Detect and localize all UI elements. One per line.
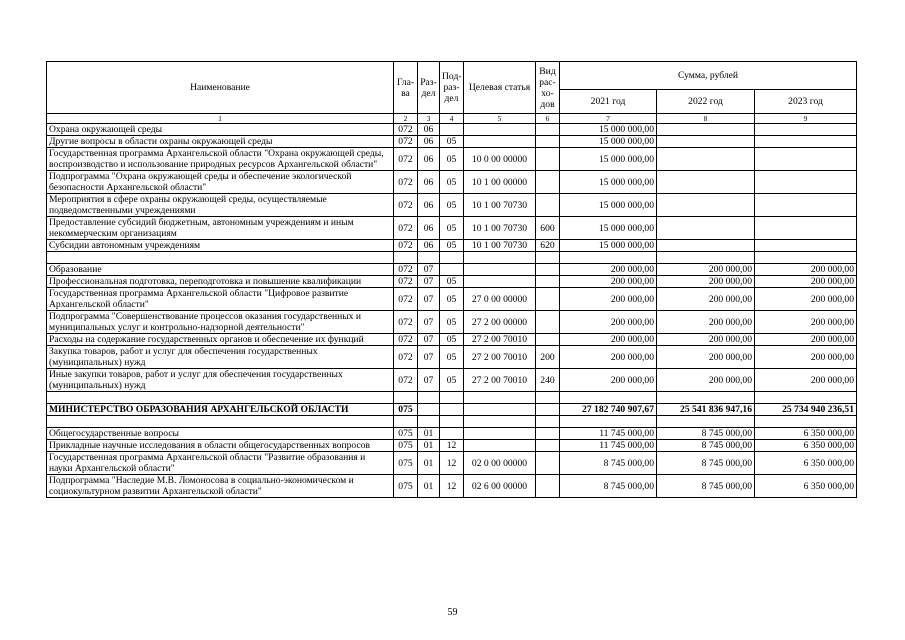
- cell-podrazdel: 05: [440, 369, 464, 392]
- cell-sum-2022: [657, 124, 755, 136]
- cell-vid: [536, 475, 560, 498]
- cell-sum-2023: [755, 194, 857, 217]
- cell-sum-2021: [560, 392, 657, 404]
- col-header-podrazdel: Под-раз-дел: [440, 62, 464, 114]
- cell-sum-2023: 200 000,00: [755, 311, 857, 334]
- cell-glava: 072: [394, 369, 418, 392]
- cell-glava: [394, 416, 418, 428]
- cell-sum-2022: [657, 148, 755, 171]
- cell-sum-2021: 200 000,00: [560, 264, 657, 276]
- cell-target: [464, 440, 536, 452]
- cell-razdel: 06: [418, 136, 440, 148]
- cell-vid: 240: [536, 369, 560, 392]
- cell-razdel: 07: [418, 334, 440, 346]
- col-header-vid: Вид рас-хо-дов: [536, 62, 560, 114]
- cell-vid: [536, 428, 560, 440]
- cell-sum-2022: [657, 392, 755, 404]
- cell-sum-2023: 6 350 000,00: [755, 475, 857, 498]
- cell-sum-2022: 200 000,00: [657, 264, 755, 276]
- cell-sum-2022: [657, 217, 755, 240]
- cell-target: [464, 416, 536, 428]
- index-cell: 8: [657, 114, 755, 124]
- cell-sum-2021: 15 000 000,00: [560, 171, 657, 194]
- cell-sum-2023: [755, 240, 857, 252]
- table-row: [47, 475, 857, 498]
- table-body: [47, 124, 857, 498]
- cell-target: 27 2 00 70010: [464, 334, 536, 346]
- cell-razdel: [418, 416, 440, 428]
- cell-name: [47, 416, 394, 428]
- cell-podrazdel: 05: [440, 148, 464, 171]
- cell-sum-2021: 15 000 000,00: [560, 136, 657, 148]
- cell-podrazdel: 05: [440, 171, 464, 194]
- cell-glava: 075: [394, 428, 418, 440]
- cell-sum-2023: 25 734 940 236,51: [755, 404, 857, 416]
- cell-target: 10 1 00 00000: [464, 171, 536, 194]
- cell-target: 27 0 00 00000: [464, 288, 536, 311]
- table-row-spacer: [47, 416, 857, 428]
- cell-glava: 072: [394, 217, 418, 240]
- cell-name: Государственная программа Архангельской области "Цифровое развитие Архангельской области": [47, 288, 394, 311]
- cell-sum-2022: 200 000,00: [657, 334, 755, 346]
- cell-sum-2021: 27 182 740 907,67: [560, 404, 657, 416]
- cell-target: 10 0 00 00000: [464, 148, 536, 171]
- cell-glava: 072: [394, 334, 418, 346]
- cell-sum-2023: [755, 217, 857, 240]
- cell-target: [464, 124, 536, 136]
- cell-razdel: 06: [418, 171, 440, 194]
- cell-sum-2021: [560, 416, 657, 428]
- cell-name: Профессиональная подготовка, переподготовка и повышение квалификации: [47, 276, 394, 288]
- cell-podrazdel: [440, 392, 464, 404]
- cell-glava: 075: [394, 404, 418, 416]
- cell-sum-2022: 200 000,00: [657, 288, 755, 311]
- cell-razdel: 07: [418, 369, 440, 392]
- table-row: [47, 264, 857, 276]
- cell-vid: 200: [536, 346, 560, 369]
- col-header-2021: 2021 год: [560, 90, 657, 114]
- cell-sum-2022: [657, 252, 755, 264]
- cell-name: Образование: [47, 264, 394, 276]
- cell-sum-2021: 11 745 000,00: [560, 428, 657, 440]
- cell-sum-2022: 200 000,00: [657, 276, 755, 288]
- cell-name: Расходы на содержание государственных органов и обеспечение их функций: [47, 334, 394, 346]
- cell-sum-2021: 200 000,00: [560, 346, 657, 369]
- cell-vid: [536, 311, 560, 334]
- cell-sum-2023: [755, 171, 857, 194]
- cell-vid: [536, 416, 560, 428]
- table-row: [47, 217, 857, 240]
- cell-sum-2022: 200 000,00: [657, 369, 755, 392]
- cell-glava: 072: [394, 346, 418, 369]
- table-row: [47, 404, 857, 416]
- cell-glava: 072: [394, 288, 418, 311]
- cell-sum-2021: 11 745 000,00: [560, 440, 657, 452]
- page-number: 59: [447, 607, 458, 618]
- cell-sum-2021: 15 000 000,00: [560, 148, 657, 171]
- cell-razdel: 07: [418, 346, 440, 369]
- cell-podrazdel: [440, 252, 464, 264]
- cell-glava: 072: [394, 194, 418, 217]
- col-header-glava: Гла-ва: [394, 62, 418, 114]
- cell-target: [464, 136, 536, 148]
- cell-razdel: 06: [418, 194, 440, 217]
- index-cell: 6: [536, 114, 560, 124]
- cell-glava: 075: [394, 440, 418, 452]
- index-cell: 3: [418, 114, 440, 124]
- cell-sum-2021: 15 000 000,00: [560, 240, 657, 252]
- cell-podrazdel: [440, 416, 464, 428]
- cell-glava: 075: [394, 475, 418, 498]
- cell-name: Охрана окружающей среды: [47, 124, 394, 136]
- cell-razdel: 07: [418, 288, 440, 311]
- cell-name: Предоставление субсидий бюджетным, автономным учреждениям и иным некоммерческим организациям: [47, 217, 394, 240]
- cell-vid: [536, 136, 560, 148]
- cell-target: [464, 264, 536, 276]
- cell-sum-2021: 15 000 000,00: [560, 194, 657, 217]
- cell-name: Другие вопросы в области охраны окружающей среды: [47, 136, 394, 148]
- cell-podrazdel: 05: [440, 217, 464, 240]
- cell-podrazdel: [440, 124, 464, 136]
- cell-name: Подпрограмма "Наследие М.В. Ломоносова в социально-экономическом и социокультурном развитии Архангельской области": [47, 475, 394, 498]
- cell-sum-2022: 8 745 000,00: [657, 452, 755, 475]
- cell-target: 02 6 00 00000: [464, 475, 536, 498]
- cell-vid: [536, 264, 560, 276]
- cell-sum-2022: 8 745 000,00: [657, 475, 755, 498]
- index-cell: 9: [755, 114, 857, 124]
- cell-sum-2023: 200 000,00: [755, 369, 857, 392]
- cell-sum-2021: 8 745 000,00: [560, 452, 657, 475]
- cell-sum-2021: [560, 252, 657, 264]
- cell-razdel: 07: [418, 264, 440, 276]
- cell-podrazdel: 05: [440, 334, 464, 346]
- cell-podrazdel: 05: [440, 136, 464, 148]
- table-row: [47, 194, 857, 217]
- cell-glava: [394, 252, 418, 264]
- cell-podrazdel: 05: [440, 288, 464, 311]
- cell-razdel: 06: [418, 124, 440, 136]
- index-cell: 1: [47, 114, 394, 124]
- index-cell: 5: [464, 114, 536, 124]
- cell-sum-2023: 200 000,00: [755, 264, 857, 276]
- cell-razdel: 06: [418, 217, 440, 240]
- cell-razdel: 07: [418, 311, 440, 334]
- cell-podrazdel: 05: [440, 240, 464, 252]
- cell-name: Закупка товаров, работ и услуг для обеспечения государственных (муниципальных) нужд: [47, 346, 394, 369]
- cell-target: 27 2 00 70010: [464, 346, 536, 369]
- cell-target: [464, 276, 536, 288]
- cell-podrazdel: 05: [440, 276, 464, 288]
- table-row: [47, 288, 857, 311]
- cell-sum-2023: [755, 148, 857, 171]
- cell-vid: [536, 124, 560, 136]
- budget-table: [46, 61, 857, 498]
- cell-glava: 072: [394, 148, 418, 171]
- cell-sum-2021: 200 000,00: [560, 311, 657, 334]
- table-header: [47, 62, 857, 124]
- cell-glava: 072: [394, 171, 418, 194]
- cell-vid: [536, 440, 560, 452]
- cell-podrazdel: 12: [440, 452, 464, 475]
- col-header-razdel: Раз-дел: [418, 62, 440, 114]
- cell-name: Государственная программа Архангельской области "Охрана окружающей среды, воспроизводство и использование природных ресурсов Архангельской области": [47, 148, 394, 171]
- cell-vid: [536, 276, 560, 288]
- cell-sum-2023: 200 000,00: [755, 334, 857, 346]
- table-row: [47, 276, 857, 288]
- table-row: [47, 334, 857, 346]
- cell-razdel: [418, 252, 440, 264]
- cell-razdel: 01: [418, 452, 440, 475]
- cell-glava: 075: [394, 452, 418, 475]
- cell-razdel: 06: [418, 148, 440, 171]
- table-row-spacer: [47, 252, 857, 264]
- table-row: [47, 369, 857, 392]
- cell-sum-2023: 200 000,00: [755, 346, 857, 369]
- table-row: [47, 452, 857, 475]
- cell-target: 10 1 00 70730: [464, 217, 536, 240]
- cell-sum-2022: [657, 194, 755, 217]
- cell-name: Субсидии автономным учреждениям: [47, 240, 394, 252]
- cell-name: Прикладные научные исследования в области общегосударственных вопросов: [47, 440, 394, 452]
- cell-glava: 072: [394, 264, 418, 276]
- cell-sum-2022: 200 000,00: [657, 346, 755, 369]
- cell-sum-2023: [755, 416, 857, 428]
- table-row: [47, 428, 857, 440]
- cell-name: Мероприятия в сфере охраны окружающей среды, осуществляемые подведомственными учреждениями: [47, 194, 394, 217]
- cell-sum-2023: 6 350 000,00: [755, 452, 857, 475]
- cell-sum-2022: [657, 136, 755, 148]
- cell-podrazdel: 05: [440, 194, 464, 217]
- cell-glava: 072: [394, 136, 418, 148]
- table-row: [47, 240, 857, 252]
- cell-sum-2022: [657, 416, 755, 428]
- col-header-2023: 2023 год: [755, 90, 857, 114]
- table-row: [47, 136, 857, 148]
- cell-vid: [536, 334, 560, 346]
- cell-target: [464, 404, 536, 416]
- column-index-row: [47, 114, 857, 124]
- cell-vid: [536, 148, 560, 171]
- cell-razdel: 06: [418, 240, 440, 252]
- col-header-sum: Сумма, рублей: [560, 62, 857, 90]
- cell-glava: [394, 392, 418, 404]
- cell-target: [464, 392, 536, 404]
- cell-name: МИНИСТЕРСТВО ОБРАЗОВАНИЯ АРХАНГЕЛЬСКОЙ ОБЛАСТИ: [47, 404, 394, 416]
- cell-podrazdel: 05: [440, 346, 464, 369]
- cell-podrazdel: 05: [440, 311, 464, 334]
- cell-sum-2021: 200 000,00: [560, 276, 657, 288]
- cell-glava: 072: [394, 276, 418, 288]
- cell-podrazdel: [440, 264, 464, 276]
- cell-sum-2022: 8 745 000,00: [657, 440, 755, 452]
- cell-name: [47, 252, 394, 264]
- cell-sum-2021: 15 000 000,00: [560, 124, 657, 136]
- cell-target: 02 0 00 00000: [464, 452, 536, 475]
- cell-target: 27 2 00 70010: [464, 369, 536, 392]
- cell-razdel: 01: [418, 440, 440, 452]
- col-header-2022: 2022 год: [657, 90, 755, 114]
- cell-sum-2022: 8 745 000,00: [657, 428, 755, 440]
- cell-podrazdel: 12: [440, 475, 464, 498]
- cell-sum-2023: [755, 124, 857, 136]
- cell-sum-2021: 15 000 000,00: [560, 217, 657, 240]
- cell-target: 27 2 00 00000: [464, 311, 536, 334]
- cell-sum-2021: 200 000,00: [560, 369, 657, 392]
- cell-sum-2023: 6 350 000,00: [755, 440, 857, 452]
- cell-sum-2021: 200 000,00: [560, 334, 657, 346]
- cell-target: [464, 252, 536, 264]
- cell-podrazdel: [440, 404, 464, 416]
- cell-name: Иные закупки товаров, работ и услуг для обеспечения государственных (муниципальных) нужд: [47, 369, 394, 392]
- cell-sum-2023: [755, 136, 857, 148]
- cell-razdel: 01: [418, 475, 440, 498]
- cell-target: 10 1 00 70730: [464, 194, 536, 217]
- table-row: [47, 346, 857, 369]
- cell-razdel: 07: [418, 276, 440, 288]
- col-header-target: Целевая статья: [464, 62, 536, 114]
- cell-sum-2021: 8 745 000,00: [560, 475, 657, 498]
- cell-sum-2023: 200 000,00: [755, 288, 857, 311]
- table-row: [47, 124, 857, 136]
- table-row-spacer: [47, 392, 857, 404]
- cell-sum-2022: 25 541 836 947,16: [657, 404, 755, 416]
- cell-vid: [536, 171, 560, 194]
- index-cell: 4: [440, 114, 464, 124]
- cell-sum-2022: [657, 171, 755, 194]
- cell-name: Подпрограмма "Охрана окружающей среды и обеспечение экологической безопасности Архангельской области": [47, 171, 394, 194]
- cell-podrazdel: 12: [440, 440, 464, 452]
- index-cell: 2: [394, 114, 418, 124]
- cell-vid: [536, 288, 560, 311]
- cell-target: [464, 428, 536, 440]
- cell-sum-2023: 6 350 000,00: [755, 428, 857, 440]
- table-row: [47, 171, 857, 194]
- cell-name: Подпрограмма "Совершенствование процессов оказания государственных и муниципальных услуг и контрольно-надзорной деятельности": [47, 311, 394, 334]
- cell-name: Общегосударственные вопросы: [47, 428, 394, 440]
- cell-sum-2023: 200 000,00: [755, 276, 857, 288]
- cell-vid: [536, 452, 560, 475]
- cell-name: [47, 392, 394, 404]
- cell-razdel: [418, 392, 440, 404]
- cell-name: Государственная программа Архангельской области "Развитие образования и науки Архангельской области": [47, 452, 394, 475]
- cell-vid: 620: [536, 240, 560, 252]
- cell-target: 10 1 00 70730: [464, 240, 536, 252]
- cell-razdel: 01: [418, 428, 440, 440]
- cell-sum-2023: [755, 392, 857, 404]
- cell-vid: [536, 194, 560, 217]
- cell-podrazdel: [440, 428, 464, 440]
- col-header-name: Наименование: [47, 62, 394, 114]
- cell-glava: 072: [394, 311, 418, 334]
- table-row: [47, 148, 857, 171]
- cell-sum-2022: 200 000,00: [657, 311, 755, 334]
- cell-vid: [536, 252, 560, 264]
- cell-vid: 600: [536, 217, 560, 240]
- cell-glava: 072: [394, 240, 418, 252]
- table-row: [47, 311, 857, 334]
- cell-razdel: [418, 404, 440, 416]
- cell-vid: [536, 404, 560, 416]
- table-row: [47, 440, 857, 452]
- index-cell: 7: [560, 114, 657, 124]
- cell-sum-2023: [755, 252, 857, 264]
- cell-vid: [536, 392, 560, 404]
- cell-sum-2022: [657, 240, 755, 252]
- cell-sum-2021: 200 000,00: [560, 288, 657, 311]
- cell-glava: 072: [394, 124, 418, 136]
